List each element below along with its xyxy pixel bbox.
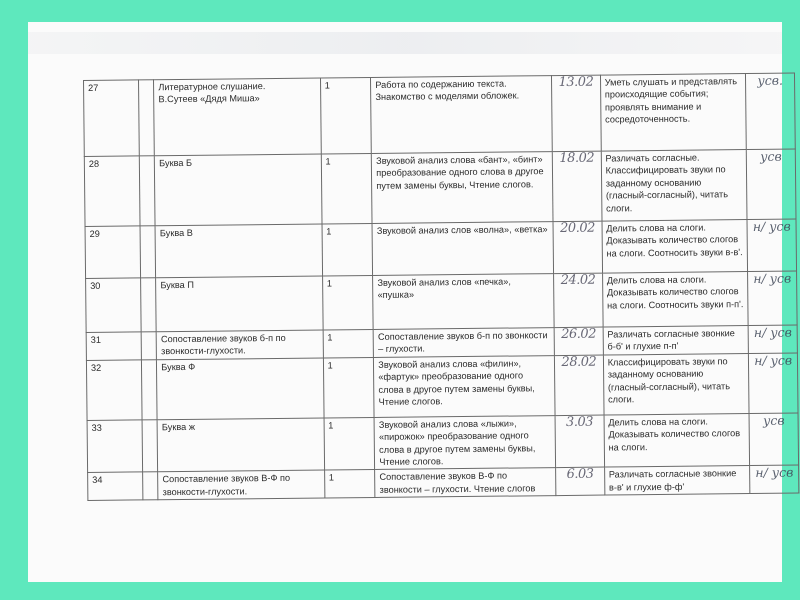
handwritten-mark: н/ усв — [755, 465, 794, 481]
handwritten-date: 28.02 — [561, 354, 597, 370]
skills: Делить слова на слоги. Доказывать количество слогов на слоги. Соотносить звуки в-в'. — [602, 220, 748, 274]
lesson-date — [555, 415, 604, 468]
scanned-page — [28, 22, 794, 582]
blank-column — [142, 420, 158, 473]
lesson-content: Звуковой анализ слов «волна», «ветка» — [372, 222, 553, 276]
lesson-content: Звуковой анализ слов «печка», «пушка» — [373, 274, 554, 330]
lesson-topic: Буква Б — [155, 154, 322, 226]
lesson-content: Звуковой анализ слова «бант», «бинт» преобразование одного слова в другое путем замены буквы, Чтение слогов. — [372, 152, 554, 224]
lesson-number: 33 — [87, 420, 142, 473]
lesson-content: Работа по содержанию текста. Знакомство с моделями обложек. — [371, 76, 553, 154]
lesson-topic: Буква Ф — [157, 358, 324, 420]
lesson-number: 30 — [86, 278, 141, 333]
lesson-date — [554, 327, 603, 355]
table-row — [87, 413, 799, 473]
handwritten-date: 13.02 — [558, 74, 594, 91]
handwritten-date: 3.03 — [565, 414, 594, 430]
handwritten-mark: усв — [760, 148, 782, 164]
hours-count: 1 — [323, 357, 374, 418]
hours-count: 1 — [324, 417, 375, 470]
handwritten-mark: н/ усв — [754, 352, 793, 368]
skills: Уметь слушать и представлять происходящие события; проявлять внимание и сосредоточенность. — [600, 74, 746, 152]
hours-count: 1 — [324, 470, 375, 498]
lesson-topic: Сопоставление звуков В-Ф по звонкости-глухости. — [158, 470, 325, 500]
handwritten-mark: н/ усв — [753, 324, 792, 340]
lesson-topic: Буква П — [156, 276, 323, 332]
mark-cell — [749, 413, 798, 466]
mark-cell — [747, 219, 796, 272]
blank-column — [142, 472, 158, 500]
mark-cell — [748, 325, 797, 353]
skills: Различать согласные. Классифицировать звуки по заданному основанию (гласный-согласный), читать слоги. — [601, 150, 747, 222]
blank-column — [138, 80, 154, 156]
lesson-topic: Буква В — [155, 224, 322, 278]
lesson-date — [552, 75, 601, 152]
blank-column — [140, 226, 156, 278]
hours-count: 1 — [322, 275, 373, 330]
lesson-topic: Литературное слушание. В.Сутеев «Дядя Миша» — [154, 78, 321, 156]
lesson-date — [552, 151, 601, 222]
handwritten-mark: усв — [762, 412, 785, 428]
skills: Делить слова на слоги. Доказывать количество слогов на слоги. Соотносить звуки п-п'. — [602, 272, 748, 328]
lesson-plan-table — [83, 73, 799, 502]
table-row — [84, 149, 796, 226]
handwritten-mark: усв. — [757, 72, 784, 88]
blank-column — [141, 360, 157, 420]
hours-count: 1 — [323, 329, 374, 357]
lesson-topic: Сопоставление звуков б-п по звонкости-глухости. — [156, 330, 323, 360]
mark-cell — [748, 271, 797, 326]
lesson-date — [554, 273, 603, 328]
mark-cell — [749, 353, 798, 414]
handwritten-date: 24.02 — [560, 272, 596, 289]
skills: Различать согласные звонкие в-в' и глухие ф-ф' — [604, 466, 750, 495]
scan-edge-strip — [28, 32, 782, 54]
handwritten-date: 6.03 — [566, 467, 594, 483]
lesson-number: 27 — [84, 80, 140, 157]
skills: Различать согласные звонкие б-б' и глухие п-п' — [603, 326, 749, 355]
lesson-content: Звуковой анализ слова «лыжи», «пирожок» преобразование одного слова в другое путем замены буквы, Чтение слогов. — [374, 415, 555, 470]
skills: Классифицировать звуки по заданному основанию (гласный-согласный), читать слоги. — [603, 353, 749, 415]
blank-column — [141, 332, 157, 360]
lesson-date — [555, 355, 604, 416]
table-row — [86, 271, 798, 332]
hours-count: 1 — [320, 77, 371, 154]
table-row — [86, 353, 798, 420]
lesson-number: 31 — [86, 332, 141, 360]
lesson-content: Сопоставление звуков б-п по звонкости – глухости. — [373, 328, 554, 358]
handwritten-mark: н/ усв — [753, 270, 792, 286]
table-row — [84, 73, 796, 156]
mark-cell — [747, 149, 796, 220]
lesson-number: 29 — [85, 226, 140, 279]
lesson-date — [556, 468, 605, 496]
lesson-date — [553, 221, 602, 274]
hours-count: 1 — [322, 223, 373, 276]
hours-count: 1 — [321, 153, 372, 224]
handwritten-date: 20.02 — [560, 220, 595, 237]
lesson-topic: Буква ж — [157, 418, 324, 472]
handwritten-date: 18.02 — [559, 150, 595, 167]
lesson-number: 34 — [88, 472, 143, 500]
handwritten-date: 26.02 — [561, 326, 597, 343]
mark-cell — [746, 73, 795, 150]
blank-column — [139, 156, 155, 226]
lesson-number: 28 — [84, 156, 139, 227]
lesson-content: Звуковой анализ слова «филин», «фартук» преобразование одного слова в другое путем замены буквы, Чтение слогов. — [374, 355, 555, 417]
blank-column — [140, 278, 156, 332]
table-row — [85, 219, 797, 278]
lesson-number: 32 — [86, 360, 141, 421]
handwritten-mark: н/ усв — [752, 218, 791, 234]
mark-cell — [750, 465, 799, 493]
lesson-content: Сопоставление звуков В-Ф по звонкости – глухости. Чтение слогов — [375, 468, 556, 498]
skills: Делить слова на слоги. Доказывать количество слогов на слоги. — [604, 413, 750, 467]
